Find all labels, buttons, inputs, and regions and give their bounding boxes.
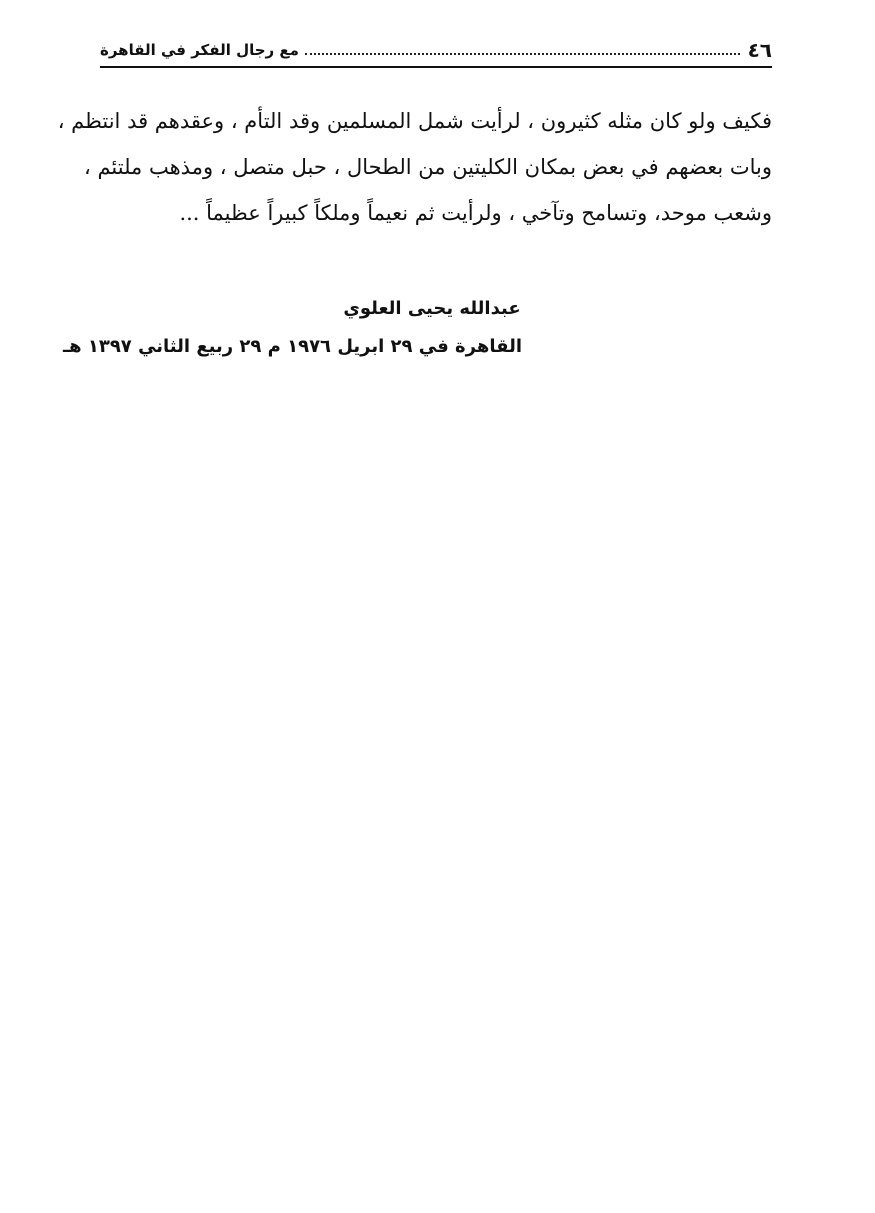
author-name: عبدالله يحيى العلوي: [343, 298, 521, 319]
running-title: مع رجال الفكر في القاهرة: [100, 41, 299, 59]
dateline: القاهرة في ٢٩ ابريل ١٩٧٦ م ٢٩ ربيع الثاني ١٣٩٧ هـ: [62, 336, 522, 357]
body-line-1: فكيف ولو كان مثله كثيرون ، لرأيت شمل المسلمين وقد التأم ، وعقدهم قد انتظم ،: [57, 109, 772, 133]
page-number: ٤٦: [747, 38, 772, 62]
page-header: [100, 36, 772, 64]
body-line-3: وشعب موحد، وتسامح وتآخي ، ولرأيت ثم نعيماً وملكاً كبيراً عظيماً ...: [179, 201, 772, 225]
header-rule: [100, 66, 772, 68]
leader-dots: [305, 53, 740, 55]
body-line-2: وبات بعضهم في بعض بمكان الكليتين من الطحال ، حبل متصل ، ومذهب ملتئم ،: [84, 155, 772, 179]
body-paragraph: [57, 98, 772, 236]
signature-block: [62, 292, 772, 364]
